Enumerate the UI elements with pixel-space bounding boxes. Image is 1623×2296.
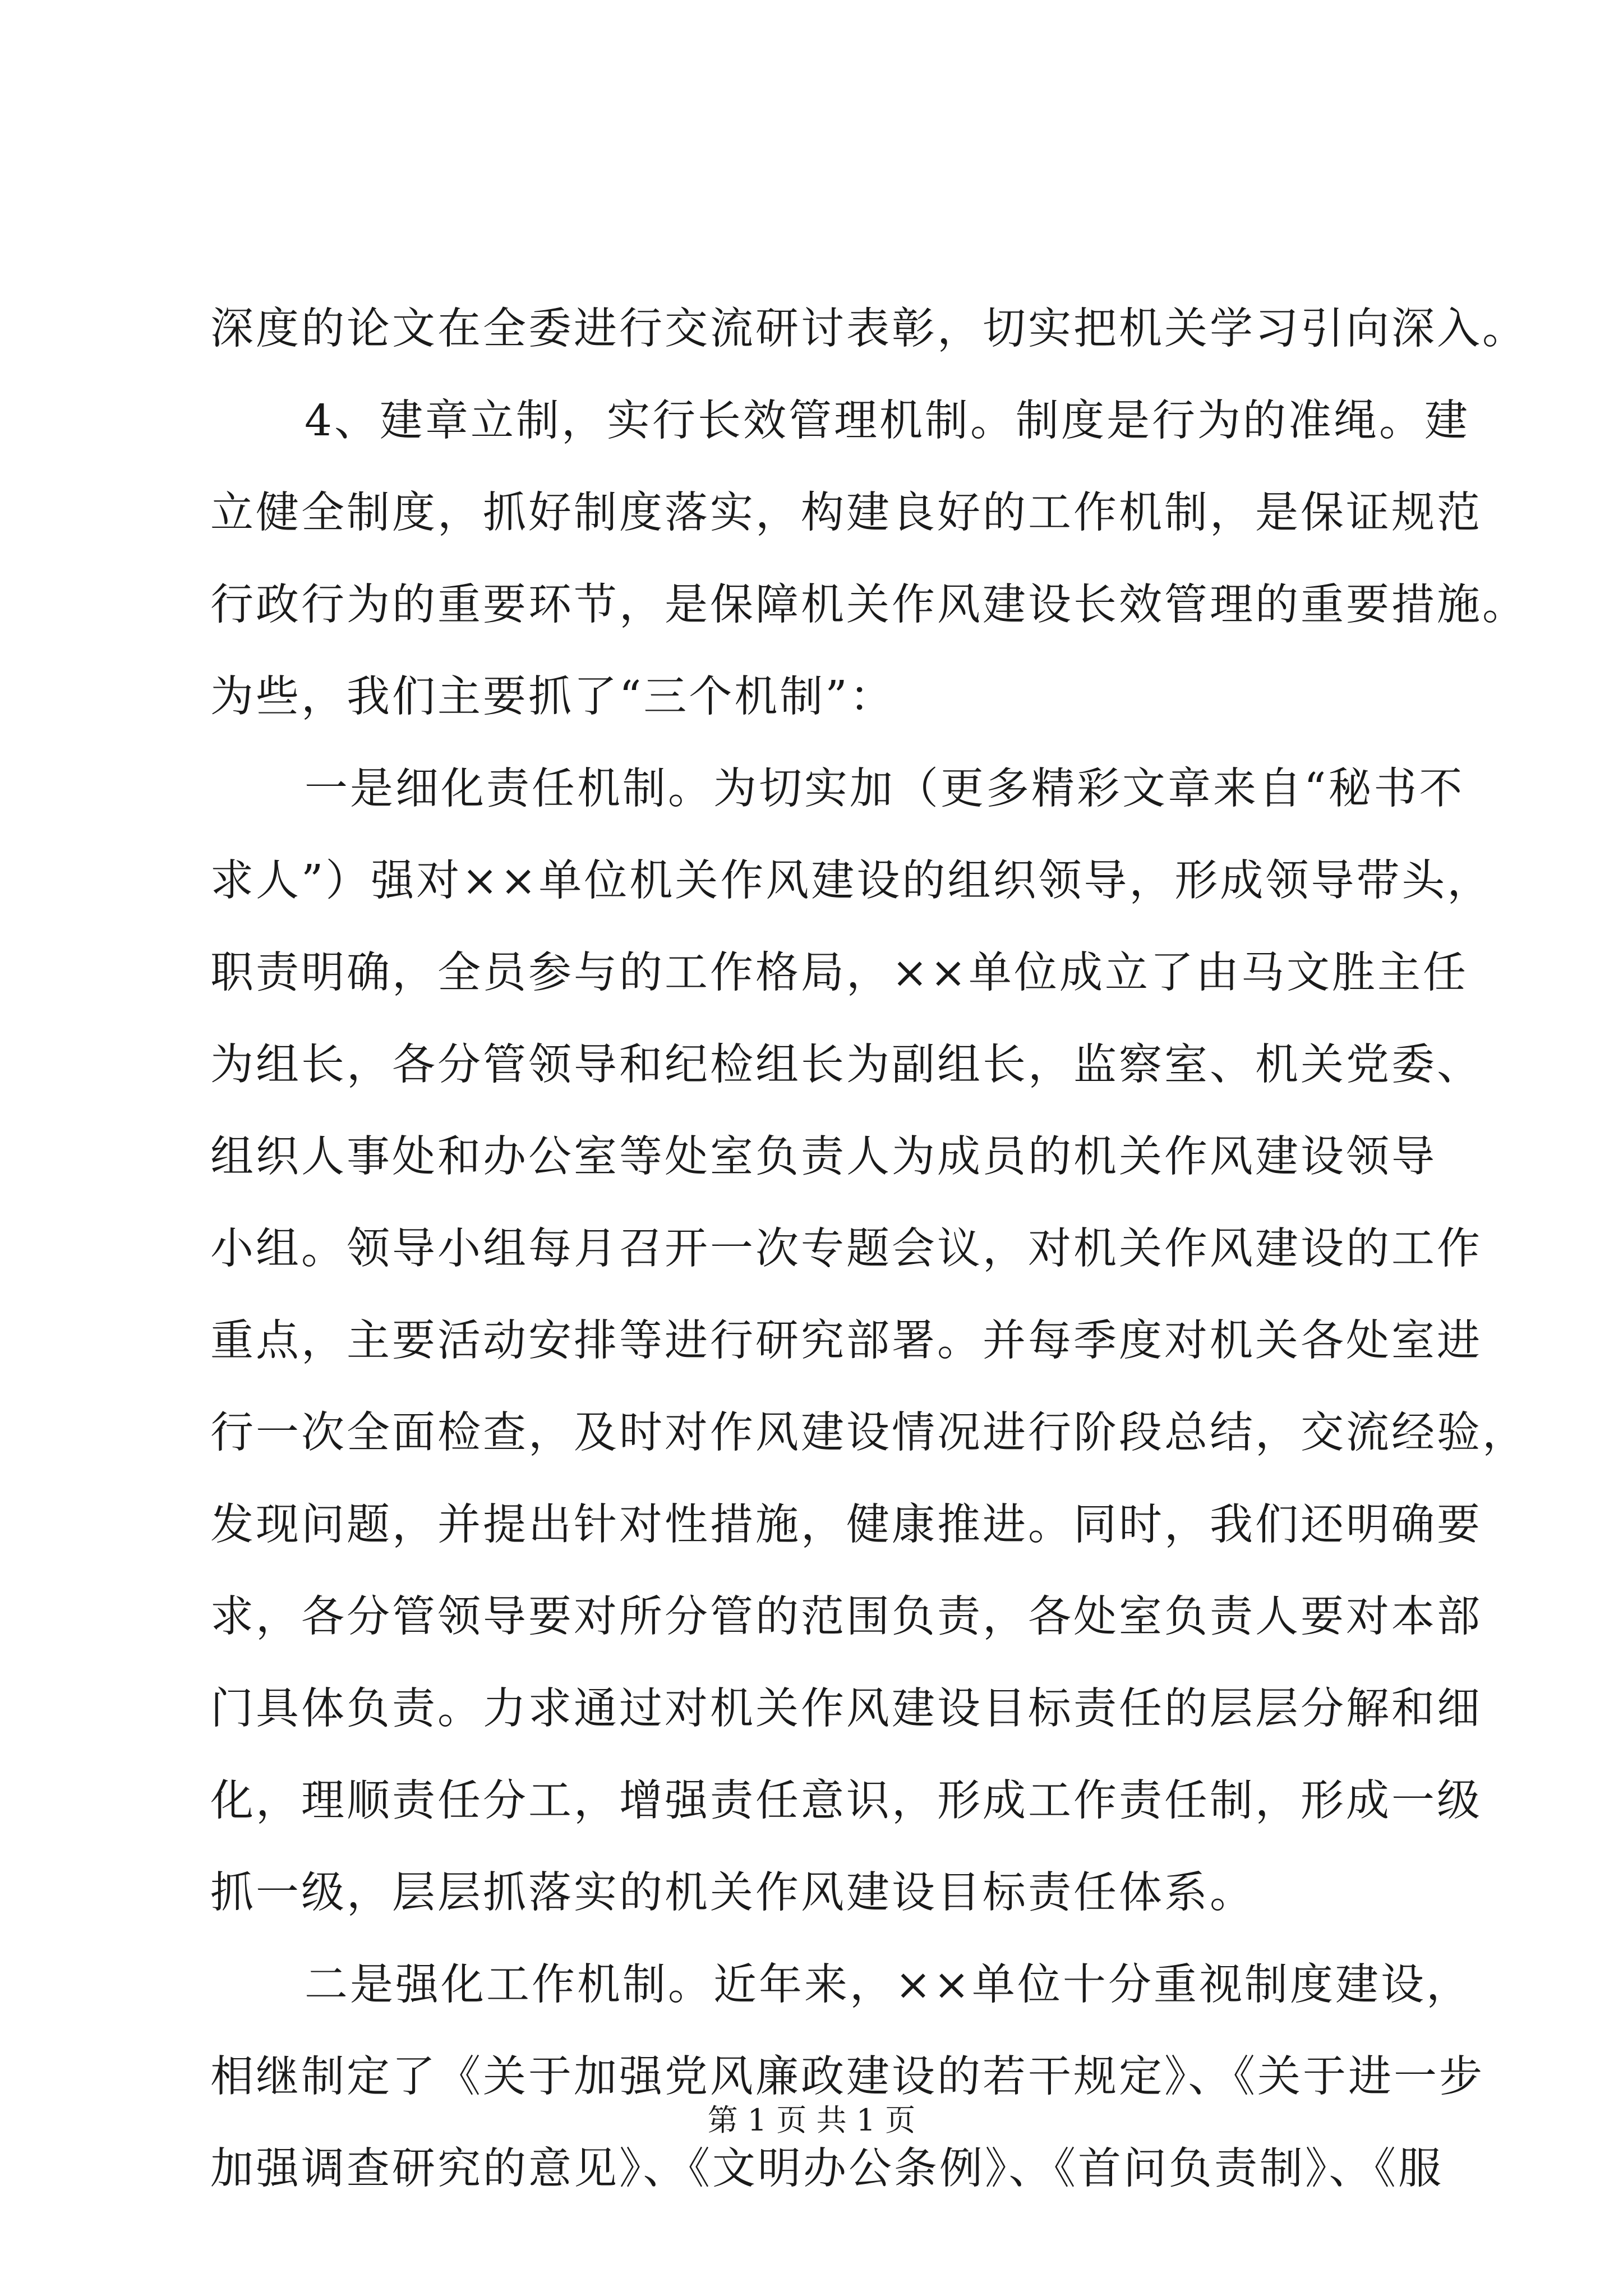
text-line: 深度的论文在全委进行交流研讨表彰，切实把机关学习引向深入。 <box>210 304 1528 354</box>
text-line: 门具体负责。力求通过对机关作风建设目标责任的层层分解和细 <box>210 1684 1482 1734</box>
text-line: 为些，我们主要抓了“三个机制”： <box>210 672 895 722</box>
text-line: 立健全制度，抓好制度落实，构建良好的工作机制，是保证规范 <box>210 488 1482 538</box>
text-line: 行一次全面检查，及时对作风建设情况进行阶段总结，交流经验， <box>210 1408 1528 1458</box>
text-line: 行政行为的重要环节，是保障机关作风建设长效管理的重要措施。 <box>210 580 1528 630</box>
paragraph-first-line: 一是细化责任机制。为切实加（更多精彩文章来自“秘书不 <box>305 764 1465 814</box>
page-footer <box>0 2101 1623 2140</box>
text-line: 为组长，各分管领导和纪检组长为副组长，监察室、机关党委、 <box>210 1040 1482 1090</box>
text-line: 求人”）强对××单位机关作风建设的组织领导，形成领导带头， <box>210 856 1493 906</box>
text-line: 相继制定了《关于加强党风廉政建设的若干规定》、《关于进一步 <box>210 2052 1484 2102</box>
text-line: 小组。领导小组每月召开一次专题会议，对机关作风建设的工作 <box>210 1224 1482 1274</box>
text-line: 重点，主要活动安排等进行研究部署。并每季度对机关各处室进 <box>210 1316 1482 1366</box>
text-line: 抓一级，层层抓落实的机关作风建设目标责任体系。 <box>210 1868 1255 1918</box>
text-line: 职责明确，全员参与的工作格局，××单位成立了由马文胜主任 <box>210 948 1469 998</box>
page-number-label: 第 1 页 共 1 页 <box>707 2102 916 2138</box>
paragraph-first-line: 二是强化工作机制。近年来，××单位十分重视制度建设， <box>305 1960 1472 2010</box>
text-line: 求，各分管领导要对所分管的范围负责，各处室负责人要对本部 <box>210 1592 1482 1642</box>
text-line: 发现问题，并提出针对性措施，健康推进。同时，我们还明确要 <box>210 1500 1482 1550</box>
text-line: 加强调查研究的意见》、《文明办公条例》、《首问负责制》、《服 <box>210 2144 1444 2194</box>
paragraph-first-line: 4、建章立制，实行长效管理机制。制度是行为的准绳。建 <box>305 396 1470 446</box>
document-body <box>210 283 1528 2215</box>
text-line: 组织人事处和办公室等处室负责人为成员的机关作风建设领导 <box>210 1132 1437 1182</box>
text-line: 化，理顺责任分工，增强责任意识，形成工作责任制，形成一级 <box>210 1776 1482 1826</box>
